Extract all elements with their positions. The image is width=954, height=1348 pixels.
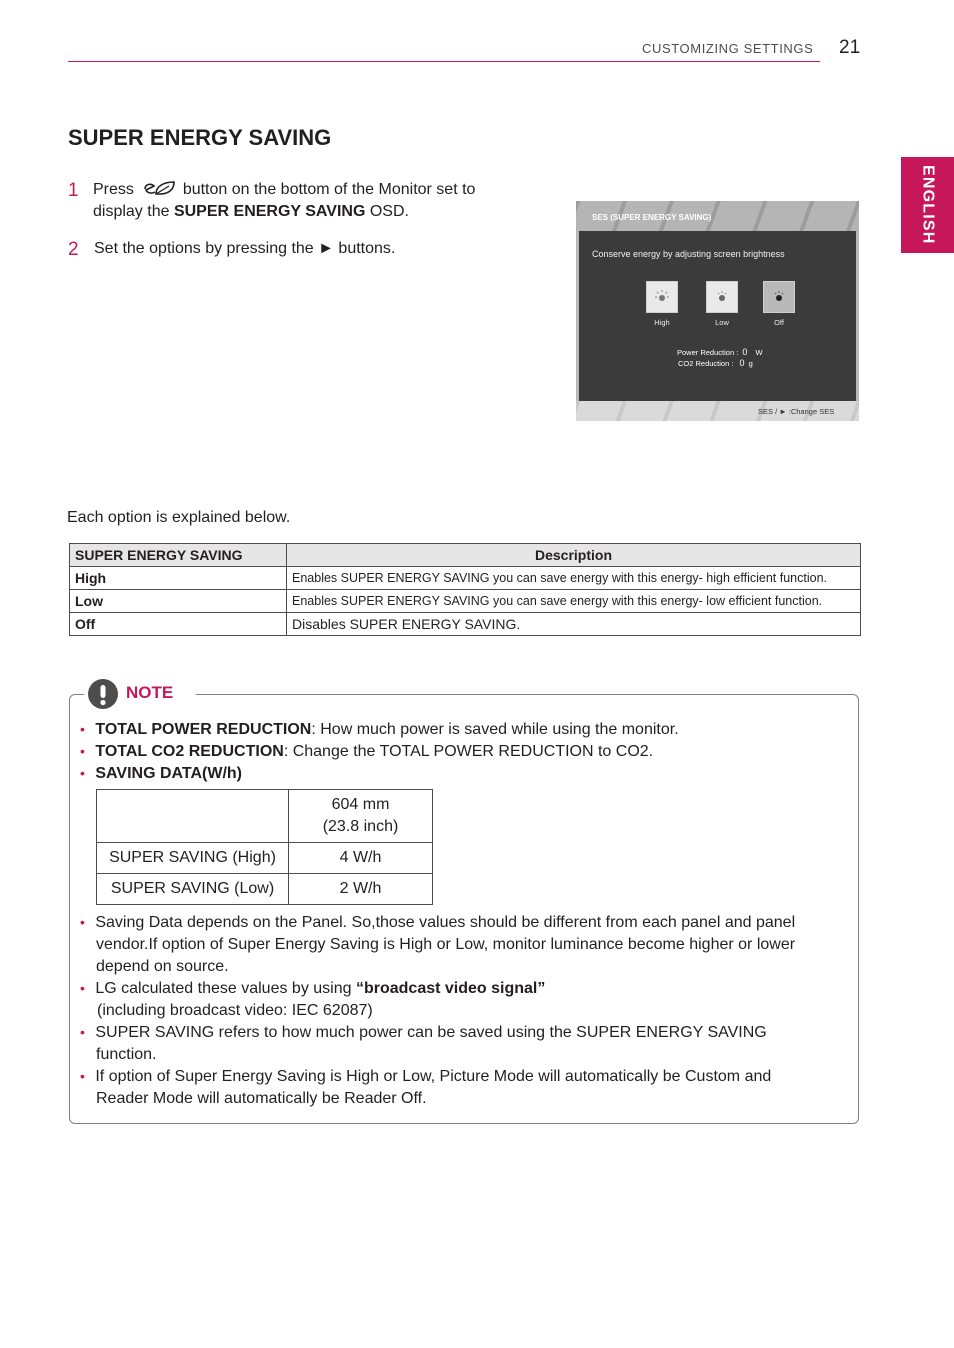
table-row <box>97 843 433 874</box>
bullet-icon: • <box>80 1068 85 1084</box>
table-header <box>289 790 433 843</box>
language-tab-label: ENGLISH <box>919 165 937 245</box>
bullet-icon: • <box>80 914 85 930</box>
osd-footer-text: SES / ► :Change SES <box>758 407 835 416</box>
table-cell: Enables SUPER ENERGY SAVING you can save energy with this energy- high efficient function. <box>287 567 861 590</box>
note-label: NOTE <box>126 683 174 702</box>
osd-high-button[interactable] <box>646 281 678 313</box>
brightness-high-icon <box>654 289 670 305</box>
options-table <box>69 543 861 636</box>
table-cell: 2 W/h <box>289 874 433 905</box>
table-header: SUPER ENERGY SAVING <box>70 544 287 567</box>
osd-power-value: 0 <box>742 347 748 357</box>
table-header-row <box>97 790 433 843</box>
brightness-low-icon <box>714 289 730 305</box>
bullet-icon: • <box>80 743 85 759</box>
osd-label-low: Low <box>715 318 729 327</box>
exclamation-icon <box>88 679 118 709</box>
table-cell: High <box>70 567 287 590</box>
osd-subtitle: Conserve energy by adjusting screen brightness <box>592 249 785 259</box>
step-2-number: 2 <box>68 239 79 260</box>
osd-co2-reduction <box>678 358 753 368</box>
note-bullet-4 <box>80 911 795 978</box>
page-number: 21 <box>839 37 861 58</box>
bullet-icon: • <box>80 1024 85 1040</box>
brightness-off-icon <box>771 289 787 305</box>
note-b4-line2: vendor.If option of Super Energy Saving is High or Low, monitor luminance become higher or lower <box>96 936 796 953</box>
note-b5-bold: “broadcast video signal” <box>355 980 546 997</box>
note-b6-line2: function. <box>96 1046 157 1063</box>
step-2-text: Set the options by pressing the ► buttons. <box>94 240 396 257</box>
bullet-icon: • <box>80 721 85 737</box>
step-1-text <box>93 179 475 223</box>
note-b2-bold: TOTAL CO2 REDUCTION <box>95 743 284 760</box>
table-cell: Off <box>70 613 287 636</box>
osd-co2-label: CO2 Reduction : <box>678 359 734 368</box>
note-b2-text: : Change the TOTAL POWER REDUCTION to CO2. <box>283 743 654 760</box>
table-cell: Enables SUPER ENERGY SAVING you can save energy with this energy- low efficient function. <box>287 590 861 613</box>
table-cell: 4 W/h <box>289 843 433 874</box>
osd-title: SES (SUPER ENERGY SAVING) <box>592 213 712 222</box>
osd-low-button[interactable] <box>706 281 738 313</box>
explain-text: Each option is explained below. <box>67 509 291 526</box>
saving-data-table <box>96 789 433 905</box>
note-bullet-7 <box>80 1065 771 1110</box>
note-b5-text: LG calculated these values by using <box>95 980 352 997</box>
table-row <box>70 613 861 636</box>
note-bullet-2 <box>80 740 653 763</box>
note-b1-text: : How much power is saved while using the monitor. <box>311 721 679 738</box>
step-1-line2-post: OSD. <box>369 203 409 220</box>
note-bullet-3 <box>80 762 242 785</box>
note-b1-bold: TOTAL POWER REDUCTION <box>95 721 312 738</box>
note-bullet-1 <box>80 718 679 741</box>
page-title: SUPER ENERGY SAVING <box>68 125 332 150</box>
osd-screenshot <box>576 201 859 421</box>
step-1-line2-pre: display the <box>93 203 170 220</box>
table-cell: SUPER SAVING (High) <box>97 843 289 874</box>
bullet-icon: • <box>80 765 85 781</box>
header-divider <box>68 61 820 62</box>
header-section-title: CUSTOMIZING SETTINGS <box>642 41 814 56</box>
bullet-icon: • <box>80 980 85 996</box>
note-b6-line1: SUPER SAVING refers to how much power can be saved using the SUPER ENERGY SAVING <box>95 1024 767 1041</box>
osd-power-reduction <box>677 347 763 357</box>
osd-power-label: Power Reduction : <box>677 348 739 357</box>
step-1-mid: button on the bottom of the Monitor set to <box>182 181 476 198</box>
note-b5-line2: (including broadcast video: IEC 62087) <box>97 1002 373 1019</box>
table-row <box>97 874 433 905</box>
language-tab <box>901 157 954 253</box>
osd-co2-unit: g <box>748 359 753 368</box>
table-cell: SUPER SAVING (Low) <box>97 874 289 905</box>
table-cell: Low <box>70 590 287 613</box>
note-bullet-5 <box>80 977 545 1022</box>
osd-power-unit: W <box>755 348 763 357</box>
note-b7-line1: If option of Super Energy Saving is High or Low, Picture Mode will automatically be Custom and <box>95 1068 772 1085</box>
osd-co2-value: 0 <box>739 358 745 368</box>
table-cell <box>97 790 289 843</box>
eco-button-icon <box>142 180 176 196</box>
note-bullet-6 <box>80 1021 767 1066</box>
table-row <box>70 567 861 590</box>
size-mm: 604 mm <box>331 796 390 813</box>
step-1-line2-bold: SUPER ENERGY SAVING <box>173 203 366 220</box>
note-b7-line2: Reader Mode will automatically be Reader Off. <box>96 1090 427 1107</box>
note-b4-line1: Saving Data depends on the Panel. So,those values should be different from each panel and panel <box>95 914 796 931</box>
osd-off-button[interactable] <box>763 281 795 313</box>
note-b4-line3: depend on source. <box>96 958 229 975</box>
table-row <box>70 590 861 613</box>
osd-label-high: High <box>654 318 670 327</box>
table-cell: Disables SUPER ENERGY SAVING. <box>287 613 861 636</box>
table-header-row <box>70 544 861 567</box>
osd-label-off: Off <box>774 318 784 327</box>
size-inch: (23.8 inch) <box>322 818 399 835</box>
osd-body <box>579 231 856 401</box>
step-1-pre: Press <box>93 181 134 198</box>
note-b3-bold: SAVING DATA(W/h) <box>95 765 242 782</box>
step-1-number: 1 <box>68 180 79 201</box>
table-header: Description <box>287 544 861 567</box>
